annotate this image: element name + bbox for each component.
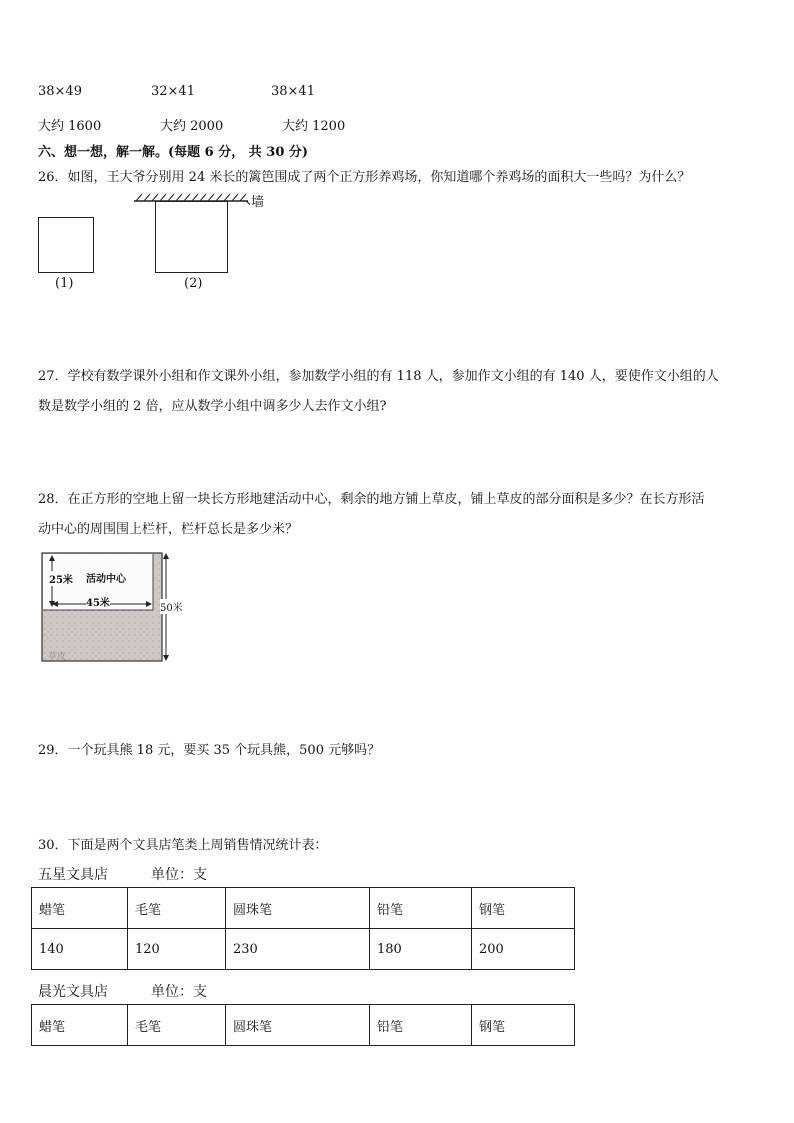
table-cell: 140 <box>32 929 128 970</box>
grass-label: 草皮 <box>48 652 67 662</box>
table-header-cell: 铅笔 <box>370 1005 472 1046</box>
estimate-expr-2: 32×41 <box>151 84 195 99</box>
table-header-cell: 毛笔 <box>128 888 226 929</box>
table-cell: 120 <box>128 929 226 970</box>
table-row <box>32 888 575 929</box>
store1-unit: 单位：支 <box>151 867 207 883</box>
store2-sales-table <box>31 1004 575 1046</box>
table-header-cell: 蜡笔 <box>32 1005 128 1046</box>
square-pen-2 <box>155 201 228 273</box>
figure-1-label: (1) <box>55 276 74 291</box>
figure-2-label: (2) <box>184 276 203 291</box>
width-45-label: 45米 <box>86 594 110 609</box>
estimate-expr-1: 38×49 <box>38 84 82 99</box>
activity-center-figure <box>38 549 196 669</box>
side-50-label: 50米 <box>160 599 183 614</box>
estimate-approx-3: 大约 1200 <box>282 119 346 134</box>
store1-name: 五星文具店 <box>38 867 108 883</box>
question-27-line-1: 27．学校有数学课外小组和作文课外小组，参加数学小组的有 118 人，参加作文小组的有 140 人，要使作文小组的人 <box>38 369 719 384</box>
section-heading: 六、想一想，解一解。(每题 6 分， 共 30 分) <box>38 145 309 160</box>
activity-center-label: 活动中心 <box>86 574 126 585</box>
estimate-expr-3: 38×41 <box>271 84 315 99</box>
table-header-cell: 钢笔 <box>472 1005 575 1046</box>
table-header-cell: 圆珠笔 <box>226 1005 370 1046</box>
table-cell: 200 <box>472 929 575 970</box>
table-cell: 180 <box>370 929 472 970</box>
question-30-text: 30．下面是两个文具店笔类上周销售情况统计表： <box>38 838 328 853</box>
table-header-cell: 蜡笔 <box>32 888 128 929</box>
table-header-cell: 钢笔 <box>472 888 575 929</box>
question-28-line-1: 28．在正方形的空地上留一块长方形地建活动中心，剩余的地方铺上草皮，铺上草皮的部分面积是多少？在长方形活 <box>38 492 705 507</box>
estimate-approx-2: 大约 2000 <box>160 119 224 134</box>
table-header-cell: 铅笔 <box>370 888 472 929</box>
table-header-cell: 毛笔 <box>128 1005 226 1046</box>
square-pen-1 <box>38 217 94 273</box>
question-27-line-2: 数是数学小组的 2 倍，应从数学小组中调多少人去作文小组? <box>38 399 387 414</box>
store2-unit: 单位：支 <box>151 984 207 1000</box>
table-row <box>32 929 575 970</box>
store1-sales-table <box>31 887 575 970</box>
table-cell: 230 <box>226 929 370 970</box>
table-row <box>32 1005 575 1046</box>
table-header-cell: 圆珠笔 <box>226 888 370 929</box>
question-28-line-2: 动中心的周围围上栏杆，栏杆总长是多少米？ <box>38 522 299 537</box>
question-29-text: 29．一个玩具熊 18 元，要买 35 个玩具熊，500 元够吗？ <box>38 743 381 758</box>
question-26-text: 26．如图，王大爷分别用 24 米长的篱笆围成了两个正方形养鸡场，你知道哪个养鸡场的面积大一些吗？为什么？ <box>38 170 691 185</box>
store2-name: 晨光文具店 <box>38 984 108 1000</box>
estimate-approx-1: 大约 1600 <box>38 119 102 134</box>
height-25-label: 25米 <box>49 571 73 586</box>
wall-label: 墙 <box>251 195 265 210</box>
